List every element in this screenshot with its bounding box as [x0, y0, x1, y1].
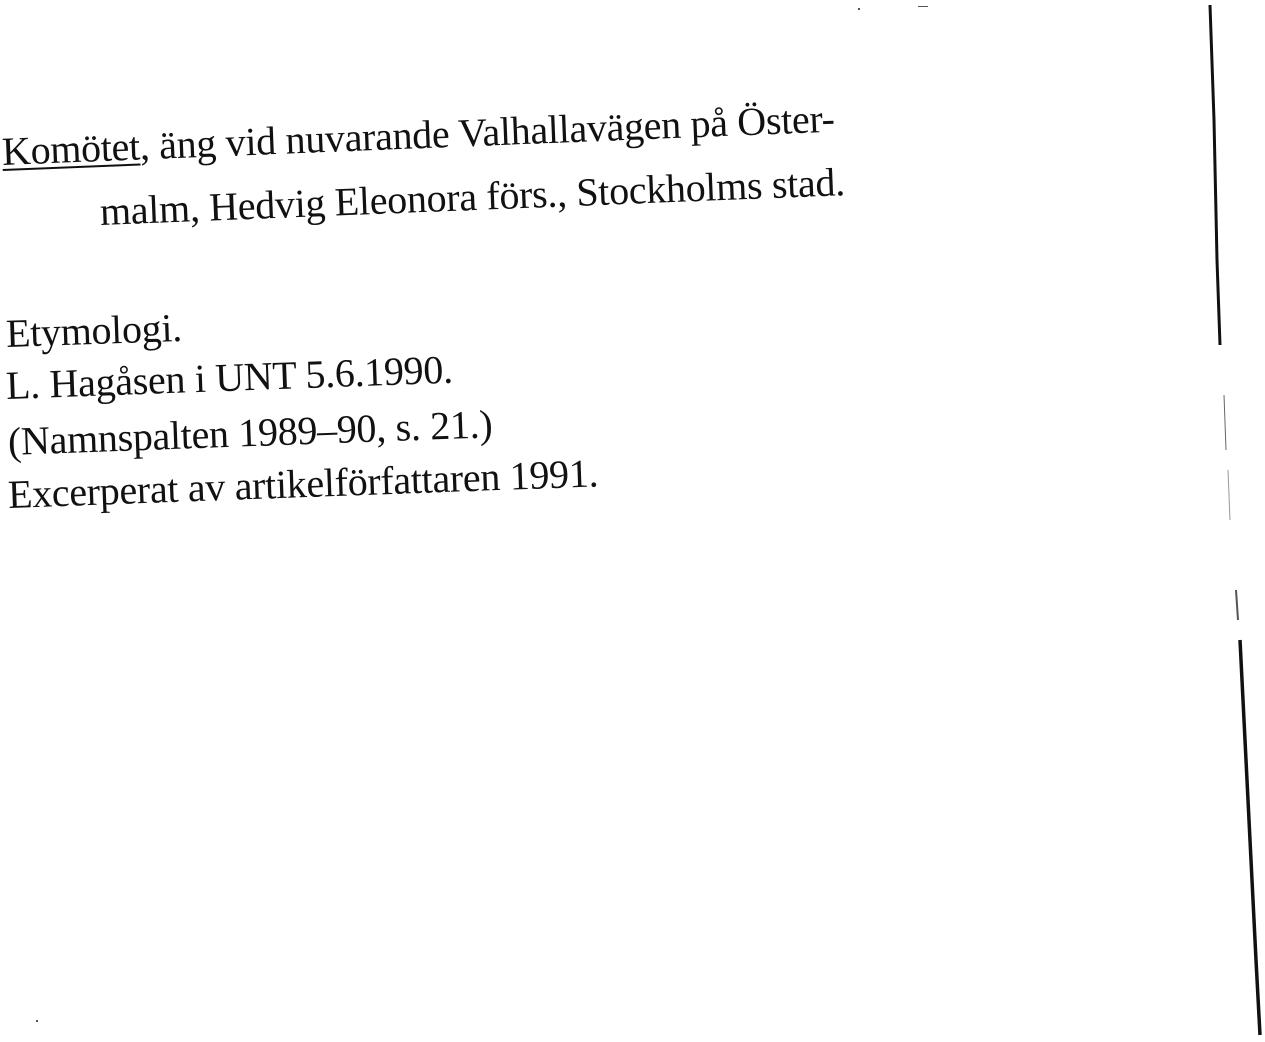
etymology-heading: Etymologi. — [5, 304, 183, 356]
source-reference: L. Hagåsen i UNT 5.6.1990. — [5, 346, 454, 408]
source-reprint: (Namnspalten 1989–90, s. 21.) — [7, 401, 494, 464]
excerpt-note: Excerperat av artikelförfattaren 1991. — [7, 450, 599, 517]
entry-line-2: malm, Hedvig Eleonora förs., Stockholms stad. — [99, 159, 846, 234]
scan-border-line — [1208, 0, 1265, 1042]
scan-speck — [918, 6, 928, 7]
scan-speck — [36, 1020, 38, 1022]
headword: Komötet — [1, 123, 141, 174]
scan-speck — [858, 8, 860, 10]
entry-description-start: , äng vid nuvarande Valhallavägen på Öster- — [138, 95, 836, 169]
